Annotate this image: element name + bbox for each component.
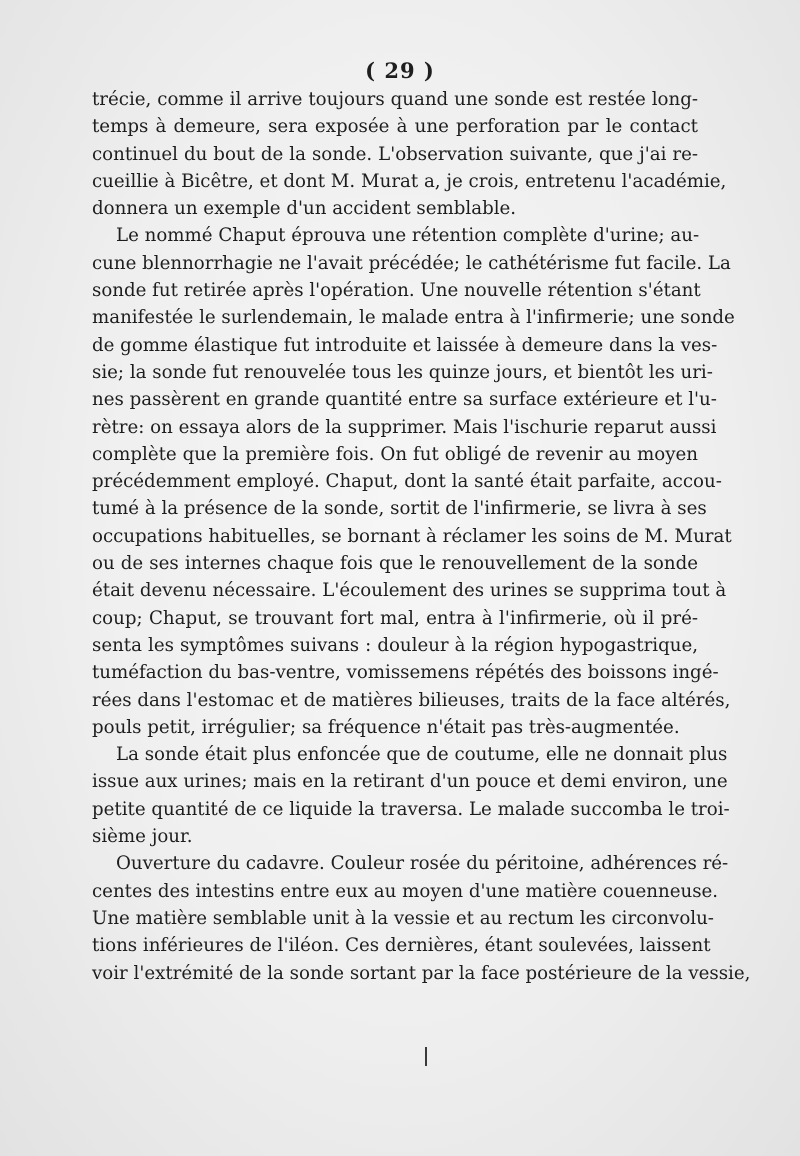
text-line: Ouverture du cadavre. Couleur rosée du péritoine, adhérences ré-: [116, 853, 729, 875]
text-line: centes des intestins entre eux au moyen d'une matière couenneuse.: [92, 880, 719, 902]
text-line: était devenu nécessaire. L'écoulement des urines se supprima tout à: [92, 580, 727, 602]
text-line: Le nommé Chaput éprouva une rétention complète d'urine; au-: [116, 225, 700, 247]
text-line: Une matière semblable unit à la vessie et au rectum les circonvolu-: [92, 907, 714, 929]
text-line: manifestée le surlendemain, le malade entra à l'infirmerie; une sonde: [92, 307, 735, 329]
text-line: senta les symptômes suivans : douleur à la région hypogastrique,: [92, 634, 698, 656]
text-line: continuel du bout de la sonde. L'observation suivante, que j'ai re-: [92, 143, 698, 165]
text-line: de gomme élastique fut introduite et laissée à demeure dans la ves-: [92, 334, 718, 356]
text-line: voir l'extrémité de la sonde sortant par la face postérieure de la vessie,: [92, 962, 751, 984]
text-line: petite quantité de ce liquide la traversa. Le malade succomba le troi-: [92, 798, 730, 820]
text-line: rètre: on essaya alors de la supprimer. Mais l'ischurie reparut aussi: [92, 416, 717, 438]
text-line: coup; Chaput, se trouvant fort mal, entra à l'infirmerie, où il pré-: [92, 607, 698, 629]
text-line: tuméfaction du bas-ventre, vomissemens répétés des boissons ingé-: [92, 662, 719, 684]
text-line: sonde fut retirée après l'opération. Une nouvelle rétention s'étant: [92, 280, 701, 302]
text-line: occupations habituelles, se bornant à réclamer les soins de M. Murat: [92, 525, 732, 547]
text-line: sie; la sonde fut renouvelée tous les quinze jours, et bientôt les uri-: [92, 361, 713, 383]
page-number: ( 29 ): [365, 58, 435, 83]
text-line: issue aux urines; mais en la retirant d'un pouce et demi environ, une: [92, 771, 728, 793]
text-line: sième jour.: [92, 826, 193, 848]
ink-mark: [425, 1047, 427, 1066]
text-line: cueillie à Bicêtre, et dont M. Murat a, je crois, entretenu l'académie,: [92, 170, 727, 192]
body-text: [92, 86, 751, 987]
text-line: trécie, comme il arrive toujours quand une sonde est restée long-: [92, 89, 698, 110]
text-line: rées dans l'estomac et de matières bilieuses, traits de la face altérés,: [92, 689, 731, 711]
text-line: La sonde était plus enfoncée que de coutume, elle ne donnait plus: [116, 744, 728, 766]
text-line: complète que la première fois. On fut obligé de revenir au moyen: [92, 443, 698, 465]
text-line: ou de ses internes chaque fois que le renouvellement de la sonde: [92, 553, 698, 575]
text-line: tions inférieures de l'iléon. Ces dernières, étant soulevées, laissent: [92, 935, 711, 957]
text-line: nes passèrent en grande quantité entre sa surface extérieure et l'u-: [92, 389, 717, 411]
text-line: tumé à la présence de la sonde, sortit de l'infirmerie, se livra à ses: [92, 498, 707, 520]
text-line: cune blennorrhagie ne l'avait précédée; le cathétérisme fut facile. La: [92, 252, 731, 274]
text-line: précédemment employé. Chaput, dont la santé était parfaite, accou-: [92, 471, 722, 493]
text-line: temps à demeure, sera exposée à une perforation par le contact: [92, 116, 698, 138]
text-line: donnera un exemple d'un accident semblable.: [92, 198, 517, 220]
text-line: pouls petit, irrégulier; sa fréquence n'était pas très-augmentée.: [92, 716, 680, 738]
